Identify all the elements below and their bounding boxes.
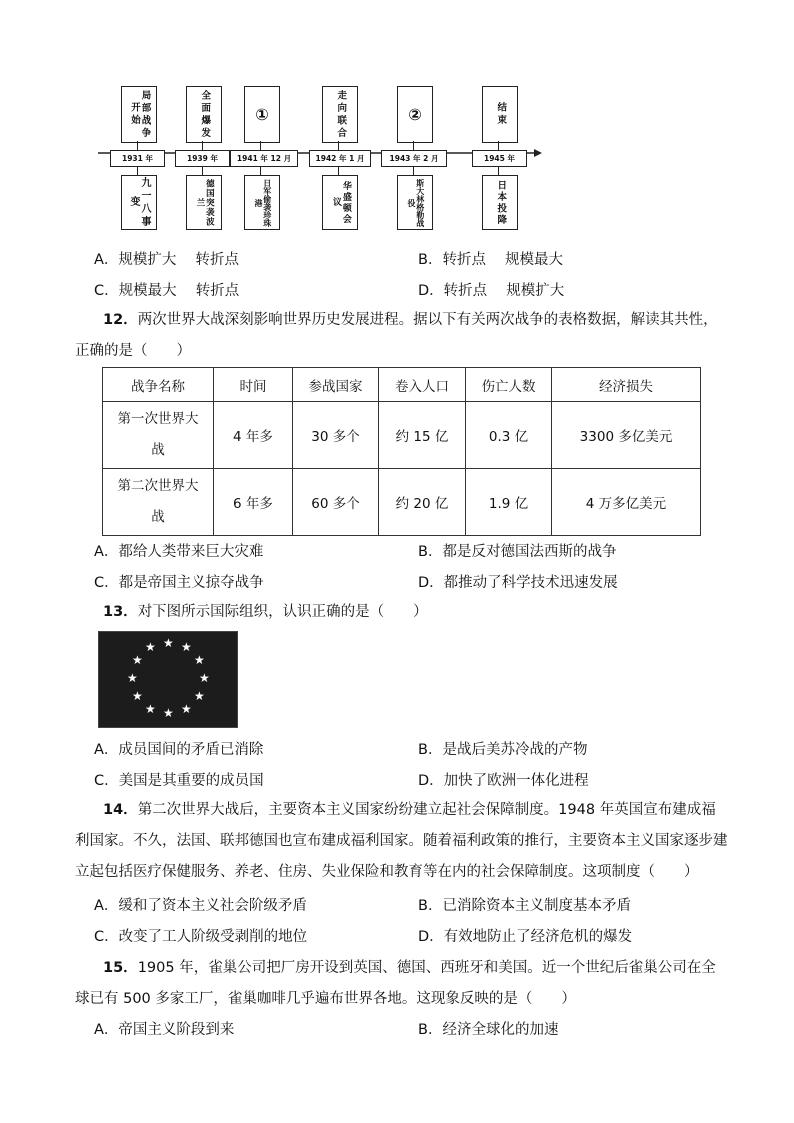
timeline-top-box: 走向联合 xyxy=(322,86,358,143)
table-cell: 约 20 亿 xyxy=(379,469,466,536)
table-cell: 0.3 亿 xyxy=(466,402,552,469)
timeline-top-box: ① xyxy=(244,86,280,143)
star-icon: ★ xyxy=(163,636,174,650)
star-icon: ★ xyxy=(132,653,143,667)
table-cell: 60 多个 xyxy=(293,469,379,536)
table-cell: 第二次世界大战 xyxy=(103,469,214,536)
wars-table xyxy=(102,367,701,536)
timeline-bottom-box: 华盛顿会议 xyxy=(322,175,358,230)
table-header: 时间 xyxy=(214,368,293,402)
q14-stem xyxy=(75,795,730,888)
question-text: 第二次世界大战后，主要资本主义国家纷纷建立起社会保障制度。1948 年英国宣布建成福利国家。不久，法国、联邦德国也宣布建成福利国家。随着福利政策的推行，主要资本主义国家逐步建立起包括医疗保健服务、养老、住房、失业保险和教育等在内的社会保障制度。这项制度（ ） xyxy=(75,802,728,880)
star-icon: ★ xyxy=(127,671,138,685)
timeline-bottom-box: 九一八事变 xyxy=(121,175,157,230)
star-icon: ★ xyxy=(145,640,156,654)
q13-option-a[interactable]: A．成员国间的矛盾已消除 xyxy=(94,742,264,758)
q11-option-d[interactable]: D．转折点 规模扩大 xyxy=(418,283,565,299)
timeline-top-box: 全面爆发 xyxy=(186,86,222,143)
table-header: 伤亡人数 xyxy=(466,368,552,402)
timeline-bottom-box: 日本投降 xyxy=(482,175,518,230)
star-icon: ★ xyxy=(163,706,174,720)
question-number: 15． xyxy=(103,960,138,976)
timeline-date: 1943 年 2 月 xyxy=(381,150,447,167)
table-cell: 6 年多 xyxy=(214,469,293,536)
q13-stem xyxy=(103,597,743,628)
table-cell: 第一次世界大战 xyxy=(103,402,214,469)
q13-option-b[interactable]: B．是战后美苏冷战的产物 xyxy=(418,742,588,758)
table-cell: 4 万多亿美元 xyxy=(552,469,701,536)
q12-option-b[interactable]: B．都是反对德国法西斯的战争 xyxy=(418,544,617,560)
star-icon: ★ xyxy=(181,640,192,654)
q11-option-b[interactable]: B．转折点 规模最大 xyxy=(418,252,564,268)
timeline-bottom-box: 日军偷袭珍珠港 xyxy=(244,175,280,230)
timeline-date: 1939 年 xyxy=(175,150,230,167)
q13-option-d[interactable]: D．加快了欧洲一体化进程 xyxy=(418,773,589,789)
table-header: 战争名称 xyxy=(103,368,214,402)
q12-option-c[interactable]: C．都是帝国主义掠夺战争 xyxy=(94,575,264,591)
q11-option-a[interactable]: A．规模扩大 转折点 xyxy=(94,252,240,268)
table-row xyxy=(103,402,701,469)
star-icon: ★ xyxy=(194,689,205,703)
q14-option-b[interactable]: B．已消除资本主义制度基本矛盾 xyxy=(418,898,631,914)
timeline-date: 1942 年 1 月 xyxy=(309,150,371,167)
table-cell: 30 多个 xyxy=(293,402,379,469)
q14-option-a[interactable]: A．缓和了资本主义社会阶级矛盾 xyxy=(94,898,307,914)
star-icon: ★ xyxy=(132,689,143,703)
table-header-row xyxy=(103,368,701,402)
timeline-top-box: 结束 xyxy=(482,86,518,143)
table-cell: 4 年多 xyxy=(214,402,293,469)
question-text: 对下图所示国际组织，认识正确的是（ ） xyxy=(137,604,428,620)
eu-flag-image xyxy=(98,631,238,728)
q12-option-d[interactable]: D．都推动了科学技术迅速发展 xyxy=(418,575,618,591)
q12-option-a[interactable]: A．都给人类带来巨大灾难 xyxy=(94,544,264,560)
table-cell: 约 15 亿 xyxy=(379,402,466,469)
q15-option-a[interactable]: A．帝国主义阶段到来 xyxy=(94,1022,235,1038)
star-icon: ★ xyxy=(199,671,210,685)
q15-option-b[interactable]: B．经济全球化的加速 xyxy=(418,1022,559,1038)
q14-option-c[interactable]: C．改变了工人阶级受剥削的地位 xyxy=(94,929,308,945)
q14-option-d[interactable]: D．有效地防止了经济危机的爆发 xyxy=(418,929,633,945)
table-header: 经济损失 xyxy=(552,368,701,402)
timeline-date: 1931 年 xyxy=(110,150,165,167)
table-header: 参战国家 xyxy=(293,368,379,402)
star-icon: ★ xyxy=(181,702,192,716)
q15-stem xyxy=(75,953,730,1015)
star-icon: ★ xyxy=(145,702,156,716)
table-cell: 1.9 亿 xyxy=(466,469,552,536)
q12-stem xyxy=(75,305,725,367)
q11-option-c[interactable]: C．规模最大 转折点 xyxy=(94,283,240,299)
table-row xyxy=(103,469,701,536)
question-text: 1905 年，雀巢公司把厂房开设到英国、德国、西班牙和美国。近一个世纪后雀巢公司在全球已有 500 多家工厂，雀巢咖啡几乎遍布世界各地。这现象反映的是（ ） xyxy=(75,960,716,1007)
timeline-bottom-box: 德国突袭波兰 xyxy=(186,175,222,230)
question-number: 12． xyxy=(103,312,138,328)
table-header: 卷入人口 xyxy=(379,368,466,402)
table-cell: 3300 多亿美元 xyxy=(552,402,701,469)
question-text: 两次世界大战深刻影响世界历史发展进程。据以下有关两次战争的表格数据，解读其共性，正确的是（ ） xyxy=(75,312,718,359)
star-icon: ★ xyxy=(194,653,205,667)
timeline-top-box: 局部战争开始 xyxy=(121,86,157,143)
question-number: 13． xyxy=(103,604,138,620)
timeline-date: 1941 年 12 月 xyxy=(230,150,298,167)
q13-option-c[interactable]: C．美国是其重要的成员国 xyxy=(94,773,264,789)
timeline-date: 1945 年 xyxy=(472,150,527,167)
question-number: 14． xyxy=(103,802,138,818)
timeline-bottom-box: 斯大林格勒战役 xyxy=(397,175,433,230)
timeline-top-box: ② xyxy=(397,86,433,143)
